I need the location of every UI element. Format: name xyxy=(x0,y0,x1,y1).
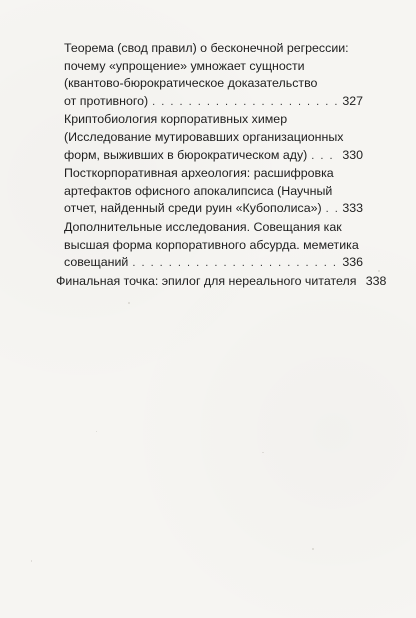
toc-entry-text: артефактов офисного апокалипсиса (Научный xyxy=(64,183,333,198)
toc-entry-text: совещаний xyxy=(64,255,129,270)
page-number: 327 xyxy=(342,93,363,108)
paper-speck xyxy=(96,431,97,432)
paper-speck xyxy=(378,270,380,272)
toc-entry[interactable] xyxy=(60,219,363,273)
toc-entry-text: Дополнительные исследования. Совещания как xyxy=(64,219,342,234)
dot-leader xyxy=(326,201,337,219)
toc-entry-text: отчет, найденный среди руин «Кубополиса») xyxy=(64,201,322,216)
paper-speck xyxy=(262,452,264,453)
toc-entry-text: Финальная точка: эпилог для нереального читателя xyxy=(56,273,357,288)
paper-speck xyxy=(312,548,314,550)
toc-entry[interactable] xyxy=(60,165,363,219)
dot-leader xyxy=(152,94,337,112)
paper-speck xyxy=(31,560,32,562)
toc-entry-text: почему «упрощение» умножает сущности xyxy=(64,58,305,73)
dot-leader xyxy=(132,255,337,273)
page-number: 330 xyxy=(342,147,363,162)
toc-entry-text: (Исследование мутировавших организационных xyxy=(64,129,344,144)
toc-entry-text: (квантово-бюрократическое доказательство xyxy=(64,76,318,91)
toc-entry[interactable] xyxy=(60,111,363,165)
toc-entry-text: Посткорпоративная археология: расшифровка xyxy=(64,166,334,181)
table-of-contents xyxy=(56,40,387,291)
page-number: 333 xyxy=(342,201,363,216)
toc-entry-text: Криптобиология корпоративных химер xyxy=(64,112,288,127)
page-number: 338 xyxy=(365,273,387,288)
toc-entry-text: высшая форма корпоративного абсурда. меметика xyxy=(64,237,359,252)
toc-entry-text: от противного) xyxy=(64,93,149,108)
dot-leader xyxy=(311,148,337,166)
toc-entry[interactable] xyxy=(60,40,363,111)
page-number: 336 xyxy=(342,255,363,270)
toc-entry-text: форм, выживших в бюрократическом аду) xyxy=(64,147,308,162)
toc-entry-text: Теорема (свод правил) о бесконечной регрессии: xyxy=(64,41,349,55)
paper-speck xyxy=(128,302,130,304)
toc-entry[interactable] xyxy=(56,273,387,292)
